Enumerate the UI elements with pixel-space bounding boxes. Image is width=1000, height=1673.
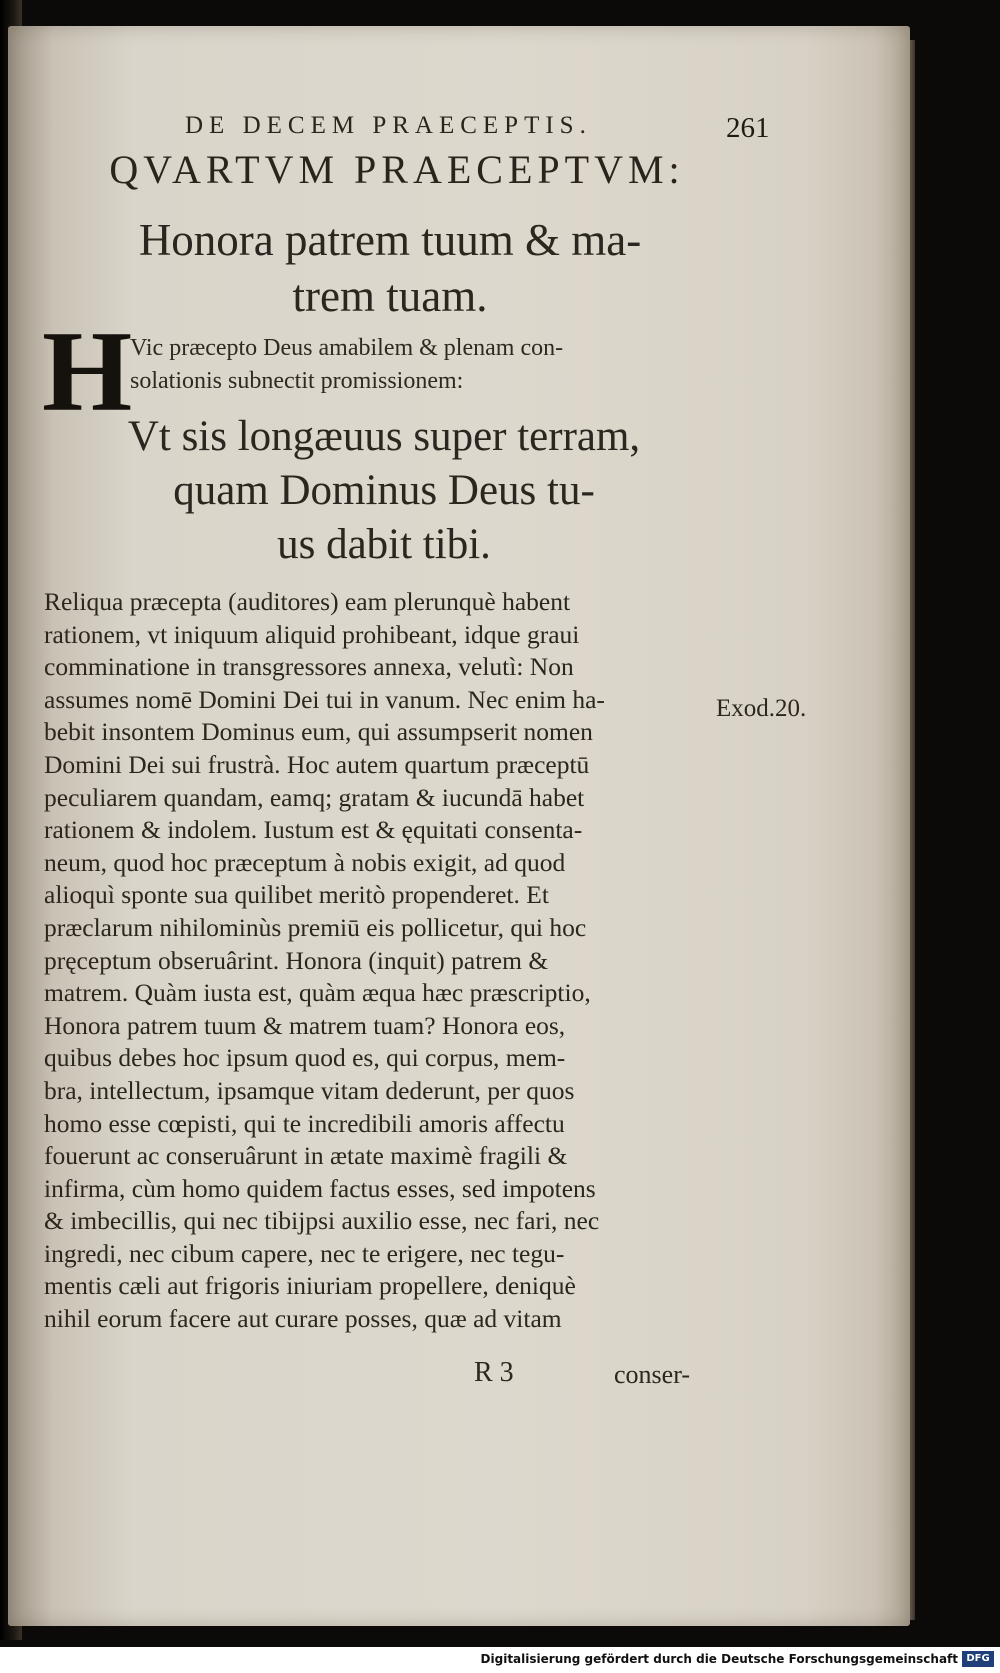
body-line: peculiarem quandam, eamq; gratam & iucundā habet: [44, 782, 585, 812]
body-line: Reliqua præcepta (auditores) eam plerunquè habent: [44, 587, 571, 616]
body-line: Honora patrem tuum & matrem tuam? Honora eos,: [44, 1010, 566, 1040]
body-line: præclarum nihilominùs premiū eis pollicetur, qui hoc: [44, 912, 587, 942]
body-line: assumes nomē Domini Dei tui in vanum. Nec enim ha-: [44, 684, 605, 714]
body-line: nihil eorum facere aut curare posses, quæ ad vitam: [44, 1304, 562, 1334]
body-line: & imbecillis, qui nec tibijpsi auxilio esse, nec fari, nec: [44, 1206, 600, 1236]
body-line: Domini Dei sui frustrà. Hoc autem quartum præceptū: [44, 749, 590, 779]
signature-mark: R 3: [474, 1357, 514, 1388]
page-number: 261: [726, 112, 770, 144]
dfg-logo-icon: DFG: [962, 1651, 994, 1667]
body-line: matrem. Quàm iusta est, quàm æqua hæc præscriptio,: [44, 978, 591, 1008]
body-line: homo esse cœpisti, qui te incredibili amoris affectu: [44, 1108, 565, 1138]
commandment-heading: [90, 212, 690, 324]
body-line: comminatione in transgressores annexa, velutì: Non: [44, 652, 574, 682]
body-line: fouerunt ac conseruârunt in ætate maximè fragili &: [44, 1141, 568, 1171]
promise-heading: [74, 410, 694, 572]
marginal-note: Exod.20.: [716, 695, 807, 722]
promise-line: us dabit tibi.: [277, 521, 491, 568]
body-line: mentis cæli aut frigoris iniuriam propellere, deniquè: [44, 1271, 576, 1301]
footer-credit: Digitalisierung gefördert durch die Deutsche Forschungsgemeinschaft: [480, 1652, 958, 1666]
body-line: bebit insontem Dominus eum, qui assumpserit nomen: [44, 717, 593, 747]
body-line: alioquì sponte sua quilibet meritò propenderet. Et: [44, 880, 549, 910]
intro-line: solationis subnectit promissionem:: [130, 368, 464, 394]
intro-paragraph: [130, 332, 710, 398]
body-line: quibus debes hoc ipsum quod es, qui corpus, mem-: [44, 1043, 566, 1073]
body-line: ingredi, nec cibum capere, nec te erigere, nec tegu-: [44, 1238, 565, 1268]
section-title: QVARTVM PRAECEPTVM:: [109, 147, 685, 192]
digitization-footer: [0, 1647, 1000, 1673]
drop-cap: H: [42, 308, 133, 436]
promise-line: quam Dominus Deus tu-: [173, 467, 595, 514]
intro-line: Vic præcepto Deus amabilem & plenam con-: [130, 335, 564, 361]
body-line: bra, intellectum, ipsamque vitam dederunt, per quos: [44, 1075, 575, 1105]
body-line: pręceptum obseruârint. Honora (inquit) patrem &: [44, 945, 549, 975]
promise-line: Vt sis longæuus super terram,: [127, 413, 641, 460]
catchword: conser-: [614, 1360, 690, 1389]
body-line: rationem, vt iniquum aliquid prohibeant, idque graui: [44, 619, 580, 649]
body-line: infirma, cùm homo quidem factus esses, sed impotens: [44, 1173, 596, 1203]
body-line: neum, quod hoc præceptum à nobis exigit, ad quod: [44, 847, 566, 877]
running-head: DE DECEM PRAECEPTIS.: [185, 112, 592, 139]
commandment-line: trem tuam.: [292, 271, 488, 321]
body-line: rationem & indolem. Iustum est & ęquitati consenta-: [44, 815, 583, 845]
body-text: [44, 586, 714, 1336]
commandment-line: Honora patrem tuum & ma-: [138, 215, 642, 265]
